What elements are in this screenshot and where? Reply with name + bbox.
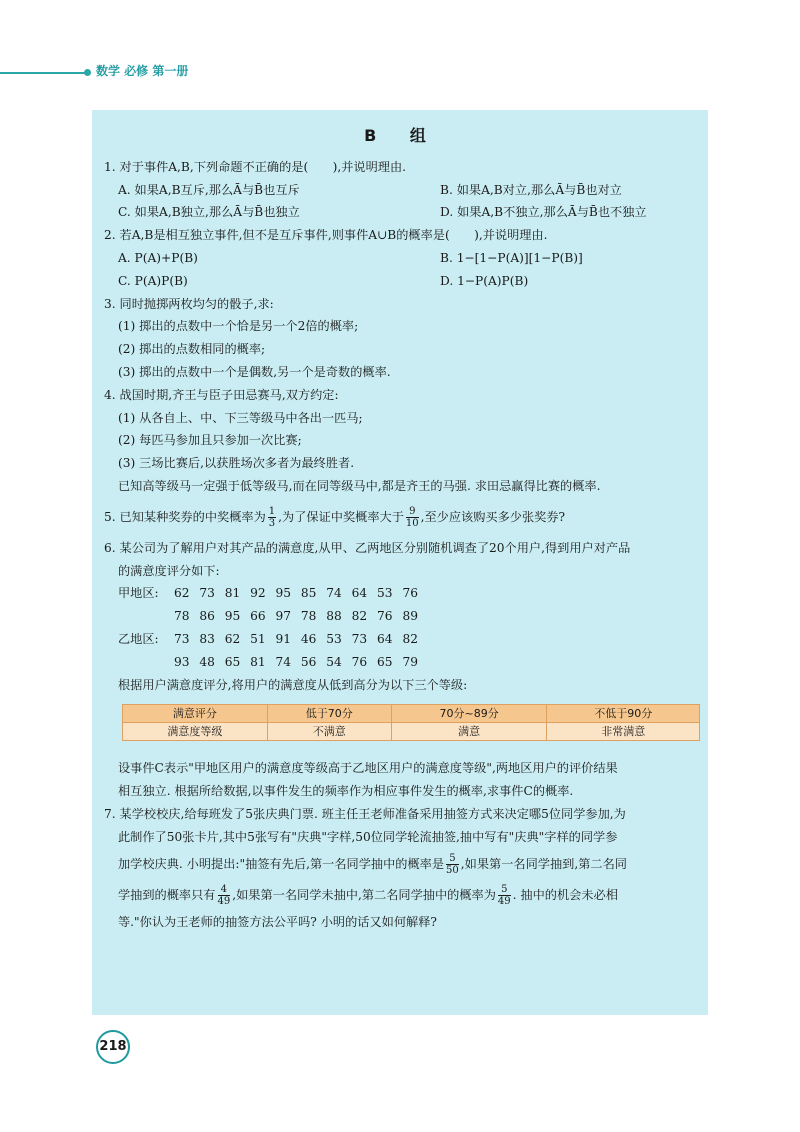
table-cell: 不低于90分: [547, 705, 700, 723]
grade-intro: 根据用户满意度评分,将用户的满意度从低到高分为以下三个等级:: [118, 677, 468, 692]
question-1-options-ab: [104, 179, 700, 202]
question-4-tail: 已知高等级马一定强于低等级马,而在同等级马中,都是齐王的马强. 求田忌赢得比赛的概率.: [118, 478, 601, 493]
option-a: A. 如果A,B互斥,那么Ā与B̄也互斥: [118, 182, 300, 197]
table-cell: 满意度等级: [123, 723, 268, 741]
question-7-line: 7. 某学校校庆,给每班发了5张庆典门票. 班主任王老师准备采用抽签方式来决定哪5位同学参加,为: [104, 806, 626, 821]
table-cell: 满意: [391, 723, 547, 741]
question-3-item: (3) 掷出的点数中一个是偶数,另一个是奇数的概率.: [118, 364, 391, 379]
question-6-stem: 6. 某公司为了解用户对其产品的满意度,从甲、乙两地区分别随机调查了20个用户,得到用户对产品: [104, 540, 631, 555]
option-d: D. 如果A,B不独立,那么Ā与B̄也不独立: [440, 205, 647, 220]
question-7-line: 等."你认为王老师的抽签方法公平吗? 小明的话又如何解释?: [118, 914, 437, 929]
exercise-content: [104, 125, 700, 933]
question-6-after: 设事件C表示"甲地区用户的满意度等级高于乙地区用户的满意度等级",两地区用户的评价结果: [118, 761, 618, 776]
book-title: 数学 必修 第一册: [96, 64, 189, 78]
region-a-row-2: 78 86 95 66 97 78 88 82 76 89: [174, 609, 418, 624]
fraction: $\frac{4}{49}$: [217, 883, 231, 907]
question-5: 5. 已知某种奖券的中奖概率为 $\frac{1}{3}$ ,为了保证中奖概率大于 $\frac{9}{10}$ ,至少应该购买多少张奖券?: [104, 505, 566, 529]
question-3-item: (2) 掷出的点数相同的概率;: [118, 342, 266, 357]
header-rule: [0, 72, 86, 74]
section-title: B 组: [364, 126, 440, 145]
question-2-options-cd: [104, 270, 700, 293]
option-d: D. 1−P(A)P(B): [440, 273, 529, 288]
question-4-stem: 4. 战国时期,齐王与臣子田忌赛马,双方约定:: [104, 387, 339, 402]
question-3-stem: 3. 同时抛掷两枚均匀的骰子,求:: [104, 296, 274, 311]
question-2-stem: 2. 若A,B是相互独立事件,但不是互斥事件,则事件A∪B的概率是( ),并说明理由.: [104, 228, 548, 243]
table-cell: 非常满意: [547, 723, 700, 741]
question-7-line: 加学校庆典. 小明提出:"抽签有先后,第一名同学抽中的概率是 $\frac{5}{50}$ ,如果第一名同学抽到,第二名同: [118, 852, 627, 876]
table-row: [123, 723, 700, 741]
region-a-row-1: 甲地区: 62 73 81 92 95 85 74 64 53 76: [118, 586, 418, 601]
question-4-item: (2) 每匹马参加且只参加一次比赛;: [118, 433, 302, 448]
region-b-row-1: 乙地区: 73 83 62 51 91 46 53 73 64 82: [118, 631, 418, 646]
fraction: $\frac{5}{49}$: [497, 883, 511, 907]
question-7-line: 学抽到的概率只有 $\frac{4}{49}$ ,如果第一名同学未抽中,第二名同学抽中的概率为 $\frac{5}{49}$ . 抽中的机会未必相: [118, 883, 618, 907]
question-2-options-ab: [104, 247, 700, 270]
region-b-row-2: 93 48 65 81 74 56 54 76 65 79: [174, 654, 418, 669]
fraction: $\frac{9}{10}$: [405, 505, 419, 529]
question-6-after: 相互独立. 根据所给数据,以事件发生的频率作为相应事件发生的概率,求事件C的概率.: [118, 784, 574, 799]
table-cell: 70分~89分: [391, 705, 547, 723]
question-4-item: (3) 三场比赛后,以获胜场次多者为最终胜者.: [118, 456, 355, 471]
satisfaction-table: [122, 704, 700, 741]
question-7-line: 此制作了50张卡片,其中5张写有"庆典"字样,50位同学轮流抽签,抽中写有"庆典"字样的同学参: [118, 829, 618, 844]
fraction: $\frac{5}{50}$: [446, 852, 459, 876]
fraction: $\frac{1}{3}$: [268, 505, 276, 529]
table-row: [123, 705, 700, 723]
option-b: B. 1−[1−P(A)][1−P(B)]: [440, 250, 583, 265]
table-cell: 低于70分: [267, 705, 391, 723]
table-cell: 满意评分: [123, 705, 268, 723]
question-6-stem-cont: 的满意度评分如下:: [118, 563, 220, 578]
page-number: 218: [96, 1030, 130, 1064]
option-c: C. P(A)P(B): [118, 273, 188, 288]
option-b: B. 如果A,B对立,那么Ā与B̄也对立: [440, 182, 622, 197]
header-dot: [84, 69, 91, 76]
question-1-stem: 1. 对于事件A,B,下列命题不正确的是( ),并说明理由.: [104, 159, 407, 174]
question-3-item: (1) 掷出的点数中一个恰是另一个2倍的概率;: [118, 319, 359, 334]
option-c: C. 如果A,B独立,那么Ā与B̄也独立: [118, 205, 300, 220]
question-1-options-cd: [104, 201, 700, 224]
table-cell: 不满意: [267, 723, 391, 741]
option-a: A. P(A)+P(B): [118, 250, 198, 265]
question-4-item: (1) 从各自上、中、下三等级马中各出一匹马;: [118, 410, 363, 425]
